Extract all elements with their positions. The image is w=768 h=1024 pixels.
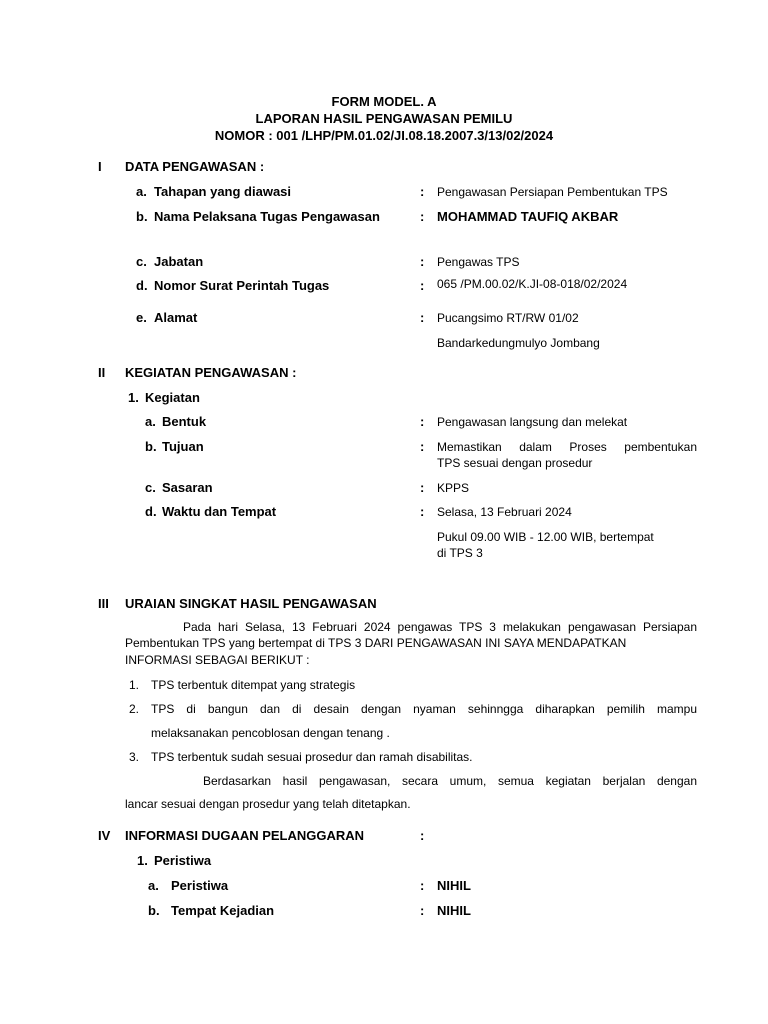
list-item-number: 2.: [129, 702, 140, 716]
row-colon: :: [420, 903, 425, 918]
row-key: b.: [148, 903, 160, 918]
form-model-title: FORM MODEL. A: [331, 94, 437, 109]
subsection-title: Kegiatan: [145, 390, 200, 405]
list-item-number: 1.: [129, 678, 140, 692]
row-colon: :: [420, 878, 425, 893]
subsection-title: Peristiwa: [154, 853, 212, 868]
row-value: Pucangsimo RT/RW 01/02: [437, 311, 579, 325]
row-value: Pengawas TPS: [437, 255, 520, 269]
row-value: Memastikan dalam Proses pembentukan: [437, 440, 697, 454]
report-title: LAPORAN HASIL PENGAWASAN PEMILU: [255, 111, 513, 126]
row-key: a.: [145, 414, 156, 429]
row-colon: :: [420, 184, 425, 199]
row-colon: :: [420, 310, 425, 325]
row-key: c.: [136, 254, 147, 269]
section-number: I: [98, 159, 102, 174]
row-label: Bentuk: [162, 414, 207, 429]
paragraph-line: Pada hari Selasa, 13 Februari 2024 pengawas TPS 3 melakukan pengawasan Persiapan: [183, 620, 697, 634]
section-number: IV: [98, 828, 111, 843]
subsection-number: 1.: [137, 853, 148, 868]
row-key: d.: [136, 278, 148, 293]
section-title: INFORMASI DUGAAN PELANGGARAN: [125, 828, 365, 843]
list-item: TPS terbentuk sudah sesuai prosedur dan ramah disabilitas.: [151, 750, 473, 764]
section-number: II: [98, 365, 106, 380]
row-key: c.: [145, 480, 156, 495]
row-value: Selasa, 13 Februari 2024: [437, 505, 572, 519]
row-label: Nama Pelaksana Tugas Pengawasan: [154, 209, 380, 224]
paragraph-line: Berdasarkan hasil pengawasan, secara umum, semua kegiatan berjalan dengan: [203, 774, 697, 788]
list-item-continued: melaksanakan pencoblosan dengan tenang .: [151, 726, 390, 740]
row-value: Pengawasan Persiapan Pembentukan TPS: [437, 185, 668, 199]
row-label: Waktu dan Tempat: [162, 504, 277, 519]
row-label: Jabatan: [154, 254, 204, 269]
row-value: NIHIL: [437, 903, 471, 918]
row-key: d.: [145, 504, 157, 519]
row-colon: :: [420, 828, 425, 843]
row-value: KPPS: [437, 481, 470, 495]
row-colon: :: [420, 209, 425, 224]
row-value: 065 /PM.00.02/K.JI-08-018/02/2024: [437, 277, 628, 291]
row-label: Tempat Kejadian: [171, 903, 275, 918]
row-key: b.: [145, 439, 157, 454]
row-label: Nomor Surat Perintah Tugas: [154, 278, 330, 293]
row-value-continued: Bandarkedungmulyo Jombang: [437, 336, 600, 350]
section-title: KEGIATAN PENGAWASAN :: [125, 365, 297, 380]
row-key: a.: [148, 878, 159, 893]
section-number: III: [98, 596, 109, 611]
subsection-number: 1.: [128, 390, 139, 405]
row-label: Tahapan yang diawasi: [154, 184, 292, 199]
row-colon: :: [420, 480, 425, 495]
row-colon: :: [420, 439, 425, 454]
row-value: Pengawasan langsung dan melekat: [437, 415, 628, 429]
row-colon: :: [420, 278, 425, 293]
list-item: TPS di bangun dan di desain dengan nyaman sehinngga diharapkan pemilih mampu: [151, 702, 697, 716]
row-colon: :: [420, 414, 425, 429]
paragraph-line: INFORMASI SEBAGAI BERIKUT :: [125, 653, 310, 667]
row-value-continued: di TPS 3: [437, 546, 483, 560]
paragraph-line: Pembentukan TPS yang bertempat di TPS 3 DARI PENGAWASAN INI SAYA MENDAPATKAN: [125, 636, 627, 650]
section-title: URAIAN SINGKAT HASIL PENGAWASAN: [125, 596, 377, 611]
row-value: NIHIL: [437, 878, 471, 893]
paragraph-line: lancar sesuai dengan prosedur yang telah ditetapkan.: [125, 797, 411, 811]
section-title: DATA PENGAWASAN :: [125, 159, 265, 174]
row-key: e.: [136, 310, 147, 325]
row-label: Tujuan: [162, 439, 204, 454]
row-value: MOHAMMAD TAUFIQ AKBAR: [437, 209, 619, 224]
report-number: NOMOR : 001 /LHP/PM.01.02/JI.08.18.2007.3/13/02/2024: [214, 128, 554, 143]
row-colon: :: [420, 254, 425, 269]
list-item-number: 3.: [129, 750, 140, 764]
row-key: a.: [136, 184, 147, 199]
row-label: Alamat: [154, 310, 198, 325]
row-value-continued: TPS sesuai dengan prosedur: [437, 456, 593, 470]
row-label: Peristiwa: [171, 878, 229, 893]
row-colon: :: [420, 504, 425, 519]
row-label: Sasaran: [162, 480, 213, 495]
list-item: TPS terbentuk ditempat yang strategis: [151, 678, 356, 692]
row-key: b.: [136, 209, 148, 224]
row-value-continued: Pukul 09.00 WIB - 12.00 WIB, bertempat: [437, 530, 654, 544]
